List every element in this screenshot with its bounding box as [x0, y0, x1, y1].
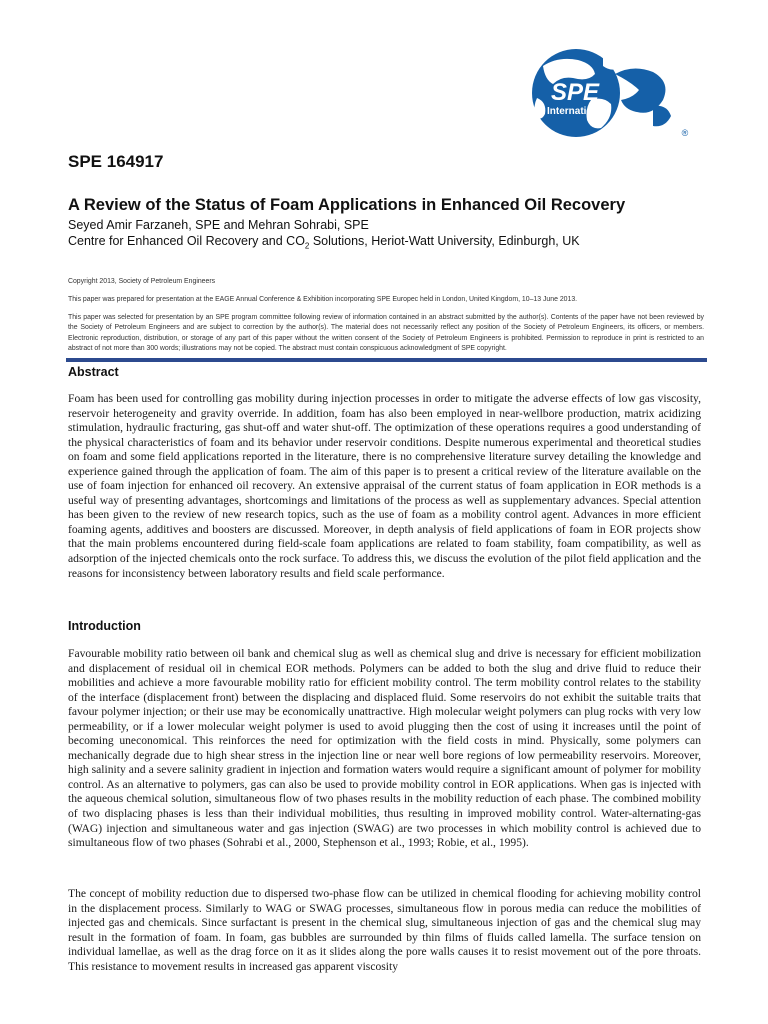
introduction-body	[68, 647, 701, 973]
presentation-notice: This paper was prepared for presentation at the EAGE Annual Conference & Exhibition incorporating SPE Europec held in London, United Kingdom, 10–13 June 2013.	[68, 296, 578, 303]
affiliation-pre: Centre for Enhanced Oil Recovery and CO	[68, 234, 305, 248]
spe-international-logo	[503, 46, 693, 140]
introduction-paragraph-2: The concept of mobility reduction due to dispersed two-phase flow can be utilized in chemical flooding for achieving mobility control in the displacement process. Similarly to WAG or SWAG processes, simultaneous flow in porous media can reduce the mobilities of injected gas and chemicals. Since surfactant is present in the chemical slug, simultaneous injection of gas and the chemical slug may result in the formation of foam. In foam, gas bubbles are surrounded by thin films of fluids called lamella. The surface tension on individual lamellae, as well as the drag force on it as it slides along the pore walls causes it to resist movement out of the pore throats. This resistance to movement results in increased gas apparent viscosity	[68, 887, 701, 973]
disclaimer-notice: This paper was selected for presentation by an SPE program committee following review of information contained in an abstract submitted by the author(s). Contents of the paper have not been reviewed by the Society of Petroleum Engineers and are subject to correction by the author(s). The material does not necessarily reflect any position of the Society of Petroleum Engineers, its officers, or members. Electronic reproduction, distribution, or storage of any part of this paper without the written consent of the Society of Petroleum Engineers is prohibited. Permission to reproduce in print is restricted to an abstract of not more than 300 words; illustrations may not be copied. The abstract must contain conspicuous acknowledgment of SPE copyright.	[68, 314, 704, 353]
affiliation-post: Solutions, Heriot-Watt University, Edinburgh, UK	[309, 234, 580, 248]
paper-number: SPE 164917	[68, 152, 164, 171]
registered-mark: ®	[681, 128, 689, 138]
affiliation-subscript: 2	[304, 241, 310, 251]
header-divider	[66, 358, 707, 362]
introduction-heading: Introduction	[68, 619, 141, 633]
abstract-heading: Abstract	[68, 365, 119, 379]
introduction-paragraph-1: Favourable mobility ratio between oil bank and chemical slug as well as chemical slug and drive is necessary for efficient mobilization and displacement of residual oil in chemical EOR methods. Polymers can be added to both the slug and drive fluid to reduce their mobilities and achieve a more favourable mobility ratio for efficient mobility control. The term mobility control relates to the stability of the interface (displacement front) between the displacing and displaced fluid. Some reservoirs do not exhibit the suitable traits that favour polymer injection; or their use may be economically unattractive. High molecular weight polymers can plug rocks with very low permeability, or if a lower molecular weight polymer is used to avoid plugging then the cost of using it increases until the point of becoming uneconomical. This reinforces the need for optimization with the field costs in mind. Physically, some polymers can mechanically degrade due to high shear stress in the injection line or near well bore regions of low permeability reservoirs. Moreover, high salinity and a severe salinity gradient in injection and formation waters would require a significant amount of polymer for mobility control. As an alternative to polymers, gas can also be used to provide mobility control in EOR applications. When gas is injected with the aqueous chemical solution, simultaneous flow of two phases results in the mobility reduction of each phase. The combined mobility of two displacing phases is less than their individual mobilities, thus resulting in improved mobility control. Water-alternating-gas (WAG) injection and simultaneous water and gas injection (SWAG) are two processes in which mobility control is achieved due to simultaneous flow of two phases (Sohrabi et al., 2000, Stephenson et al., 1993; Robie, et al., 1995).	[68, 647, 701, 850]
abstract-paragraph: Foam has been used for controlling gas mobility during injection processes in order to mitigate the adverse effects of low gas viscosity, reservoir heterogeneity and gravity override. In addition, foam has also been employed in near-wellbore production, matrix acidizing stimulation, hydraulic fracturing, gas shut-off and water shut-off. The optimization of these operations requires a good understanding of the physical characteristics of foam and its behavior under reservoir conditions. Despite numerous experimental and theoretical studies on foam and some field applications reported in the literature, there is no comprehensive literature survey detailing the knowledge and experience gained through the application of foam. The aim of this paper is to present a critical review of the literature available on the use of foam injection for enhanced oil recovery. An extensive appraisal of the current status of foam application in EOR methods is a useful way of presenting advantages, shortcomings and limitations of the process as well as supplementary advances. Special attention has been given to the review of new research topics, such as the use of foam as a mobility control agent. Advances in more efficient foaming agents, additives and boosters are discussed. Moreover, in depth analysis of field applications of foam in EOR projects show that the main problems encountered during field-scale foam applications are related to foam stability, foam compatibility, as well as adsorption of the injected chemicals onto the rock surface. To address this, we discuss the evolution of the pilot field application and the reasons for inconsistency between laboratory results and field scale performance.	[68, 392, 701, 580]
abstract-body	[68, 392, 701, 581]
paper-title: A Review of the Status of Foam Applications in Enhanced Oil Recovery	[68, 196, 626, 214]
logo-text: SPE	[550, 79, 600, 106]
affiliation	[68, 234, 580, 251]
authors: Seyed Amir Farzaneh, SPE and Mehran Sohrabi, SPE	[68, 218, 369, 232]
logo-subtext: International	[546, 106, 608, 117]
copyright-notice: Copyright 2013, Society of Petroleum Engineers	[68, 278, 216, 285]
